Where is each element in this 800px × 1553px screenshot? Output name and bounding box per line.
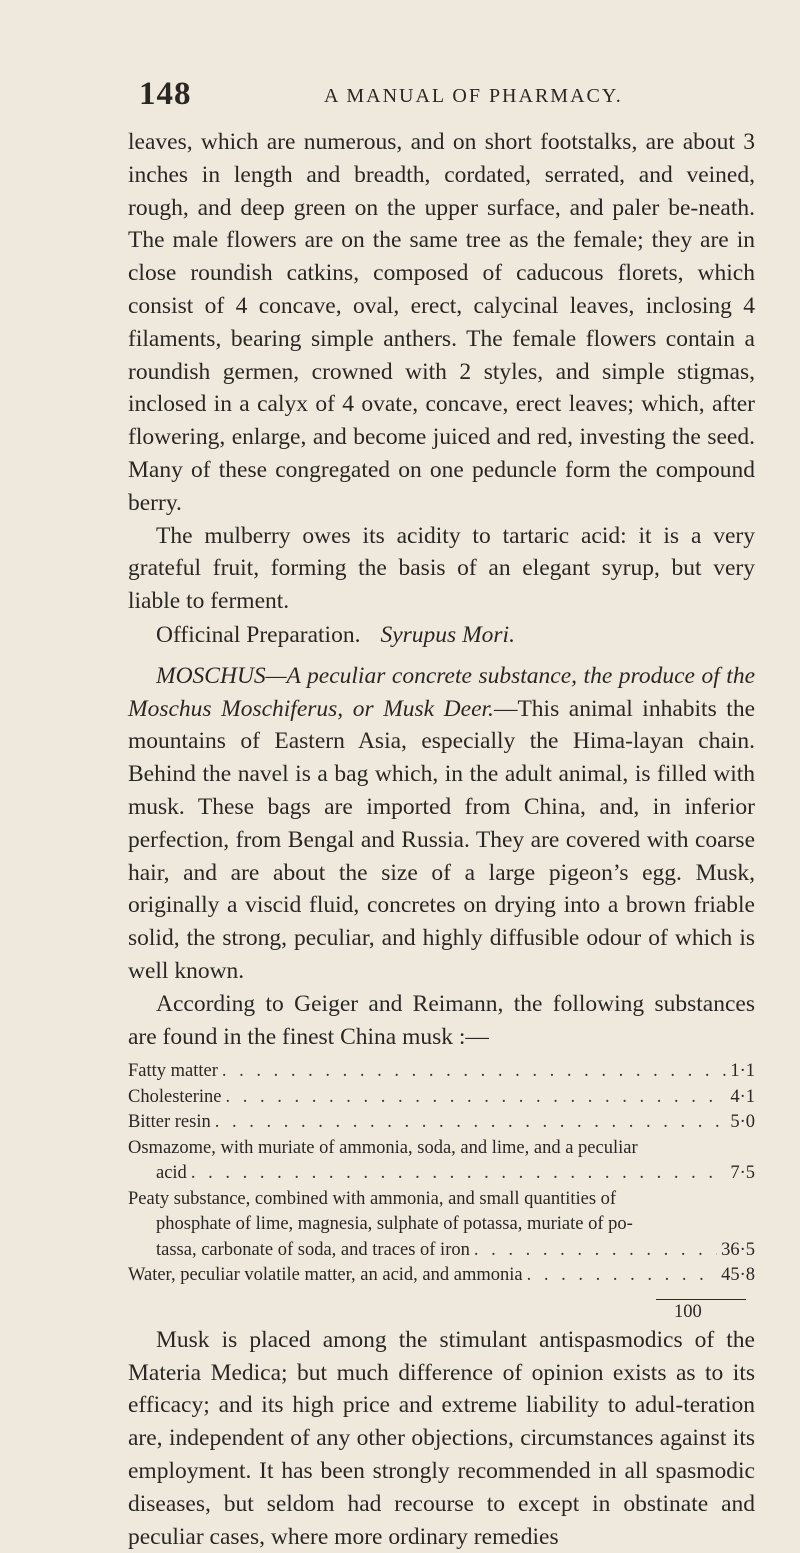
table-row-peaty-line1: Peaty substance, combined with ammonia, and small quantities of — [128, 1188, 617, 1209]
row-label: Cholesterine — [128, 1086, 222, 1107]
table-row — [128, 1059, 755, 1085]
row-value: 36·5 — [721, 1239, 755, 1260]
moschus-body: —This animal inhabits the mountains of Eastern Asia, especially the Hima-layan chain. Behind the navel is a bag which, in the adult animal, is filled with musk. These bags are imported from China, and, in inferior perfection, from Bengal and Russia. They are covered with coarse hair, and are about the size of a large pigeon’s egg. Musk, originally a viscid fluid, concretes on drying into a brown friable solid, the strong, peculiar, and highly diffusible odour of which is well known. — [128, 695, 755, 984]
row-value: 45·8 — [721, 1265, 755, 1286]
row-label: tassa, carbonate of soda, and traces of iron — [156, 1239, 470, 1260]
row-value: 7·5 — [730, 1163, 755, 1184]
moschus-entry — [128, 660, 755, 988]
table-row — [128, 1263, 755, 1289]
leader-dots — [226, 1085, 727, 1111]
table-row — [128, 1110, 755, 1136]
row-label: Bitter resin — [128, 1112, 211, 1133]
leader-dots — [474, 1238, 717, 1264]
row-label: Water, peculiar volatile matter, an acid, and ammonia — [128, 1265, 523, 1286]
moschus-heading: MOSCHUS—A peculiar concrete substance, the produce of the Moschus Moschiferus, or Musk Deer. — [128, 662, 755, 722]
officinal-label: Officinal Preparation. — [156, 621, 361, 648]
officinal-value: Syrupus Mori. — [380, 621, 515, 648]
table-total: 100 — [674, 1301, 702, 1322]
table-row-osmazome-line1: Osmazome, with muriate of ammonia, soda, and lime, and a peculiar — [128, 1137, 638, 1158]
officinal-preparation — [128, 619, 755, 652]
musk-composition-table — [128, 1059, 755, 1324]
running-title: A MANUAL OF PHARMACY. — [324, 85, 623, 107]
paragraph-musk-use: Musk is placed among the stimulant antispasmodics of the Materia Medica; but much difference of opinion exists as to its efficacy; and its high price and extreme liability to adul-teration are, independent of any other objections, circumstances against its employment. It has been strongly recommended in all spasmodic diseases, but seldom had recourse to except in obstinate and peculiar cases, where more ordinary remedies — [128, 1326, 755, 1550]
page-body — [128, 126, 755, 1553]
table-row-peaty-line2: phosphate of lime, magnesia, sulphate of potassa, muriate of po- — [156, 1214, 633, 1235]
paragraph-mulberry-description: leaves, which are numerous, and on short footstalks, are about 3 inches in length and breadth, cordated, serrated, and veined, rough, and deep green on the upper surface, and paler be-neath. The male flowers are on the same tree as the female; they are in close roundish catkins, composed of caducous florets, which consist of 4 concave, oval, erect, calycinal leaves, inclosing 4 filaments, bearing simple anthers. The female flowers contain a roundish germen, crowned with 2 styles, and simple stigmas, inclosed in a calyx of 4 ovate, concave, erect leaves; which, after flowering, enlarge, and become juiced and red, investing the seed. Many of these congregated on one peduncle form the compound berry. — [128, 129, 755, 516]
table-row — [128, 1161, 755, 1187]
paragraph-mulberry-acidity: The mulberry owes its acidity to tartaric acid: it is a very grateful fruit, forming the basis of an elegant syrup, but very liable to ferment. — [128, 522, 755, 615]
leader-dots — [215, 1110, 727, 1136]
paragraph-geiger-reimann: According to Geiger and Reimann, the following substances are found in the finest China musk :— — [128, 990, 755, 1050]
row-value: 1·1 — [730, 1061, 755, 1082]
row-label: acid — [156, 1163, 187, 1184]
leader-dots — [191, 1161, 727, 1187]
leader-dots — [222, 1059, 726, 1085]
page-number: 148 — [139, 76, 192, 112]
leader-dots — [527, 1263, 717, 1289]
table-row — [128, 1085, 755, 1111]
page-header — [139, 76, 759, 116]
row-label: Fatty matter — [128, 1061, 218, 1082]
row-value: 5·0 — [730, 1112, 755, 1133]
table-row — [128, 1238, 755, 1264]
row-value: 4·1 — [730, 1086, 755, 1107]
